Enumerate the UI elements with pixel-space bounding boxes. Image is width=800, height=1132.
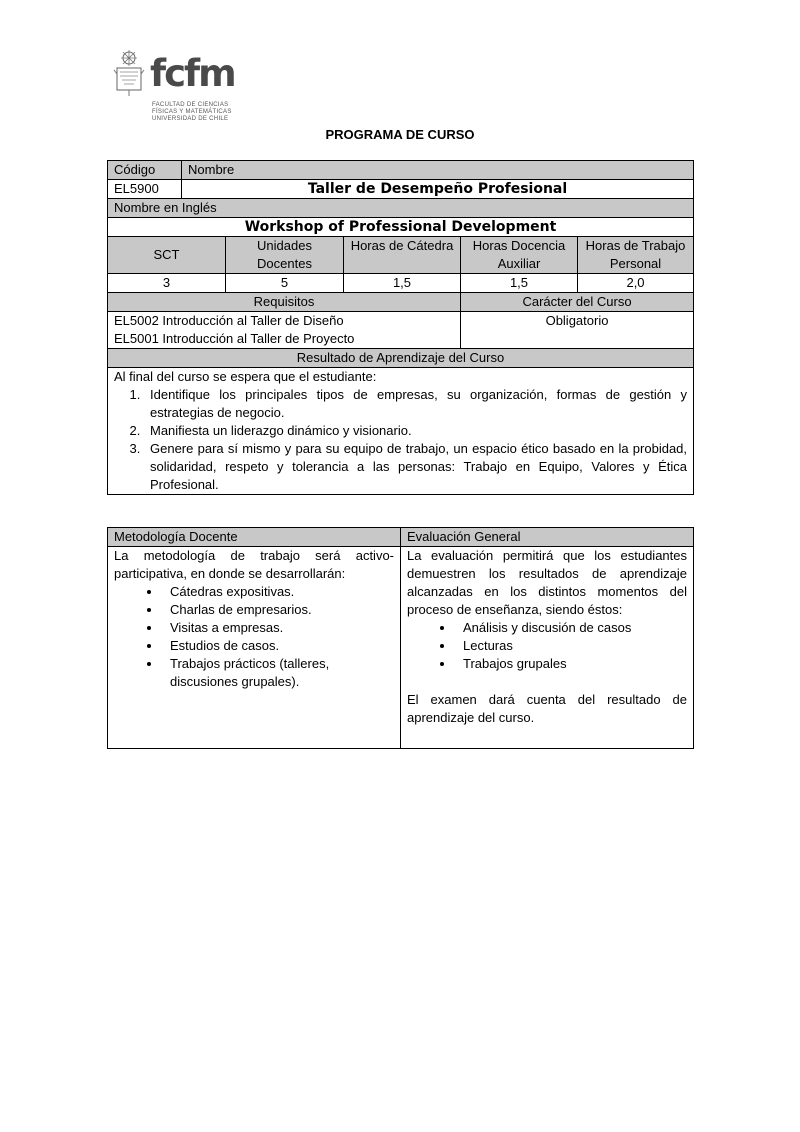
methodology-item: • Visitas a empresas. xyxy=(162,619,394,637)
methodology-label: Metodología Docente xyxy=(108,528,401,547)
auxiliary-hours-value: 1,5 xyxy=(461,274,578,293)
faculty-name: FACULTAD DE CIENCIAS FÍSICAS Y MATEMÁTICAS UNIVERSIDAD DE CHILE xyxy=(152,102,232,122)
methodology-item: • Estudios de casos. xyxy=(162,637,394,655)
requisite-item: EL5001 Introducción al Taller de Proyecto xyxy=(114,331,355,346)
evaluation-closing: El examen dará cuenta del resultado de aprendizaje del curso. xyxy=(407,692,687,725)
code-label: Código xyxy=(108,161,182,180)
course-info-table xyxy=(107,160,694,495)
methodology-item: • Cátedras expositivas. xyxy=(162,583,394,601)
fcfm-logo xyxy=(112,48,242,130)
english-name-label: Nombre en Inglés xyxy=(108,199,694,218)
methodology-evaluation-table xyxy=(107,527,694,749)
outcome-intro: Al final del curso se espera que el estudiante: xyxy=(114,369,377,384)
sct-header: SCT xyxy=(108,237,226,274)
evaluation-item: • Lecturas xyxy=(455,637,687,655)
fcfm-wordmark: fcfm xyxy=(150,52,235,95)
evaluation-content xyxy=(401,547,694,749)
lecture-hours-value: 1,5 xyxy=(344,274,461,293)
methodology-list xyxy=(162,583,394,691)
evaluation-intro: La evaluación permitirá que los estudiantes demuestren los resultados de aprendizaje alcanzadas en los distintos momentos del proceso de enseñanza, siendo éstos: xyxy=(407,548,687,617)
character-label: Carácter del Curso xyxy=(461,293,694,312)
teaching-units-header: Unidades Docentes xyxy=(226,237,344,274)
evaluation-label: Evaluación General xyxy=(401,528,694,547)
personal-hours-header: Horas de Trabajo Personal xyxy=(578,237,694,274)
evaluation-item: • Trabajos grupales xyxy=(455,655,687,673)
page-title: PROGRAMA DE CURSO xyxy=(325,127,475,142)
methodology-intro: La metodología de trabajo será activo-participativa, en donde se desarrollarán: xyxy=(114,548,394,581)
course-code: EL5900 xyxy=(108,180,182,199)
outcome-label: Resultado de Aprendizaje del Curso xyxy=(108,349,694,368)
outcome-item: 3. Genere para sí mismo y para su equipo de trabajo, un espacio ético basado en la probidad, solidaridad, respeto y tolerancia a las personas: Trabajo en Equipo, Valores y Ética Profesional. xyxy=(144,440,687,494)
requisite-item: EL5002 Introducción al Taller de Diseño xyxy=(114,313,344,328)
outcome-item: 1. Identifique los principales tipos de empresas, su organización, formas de gestión y estrategias de negocio. xyxy=(144,386,687,422)
methodology-content xyxy=(108,547,401,749)
requisites-label: Requisitos xyxy=(108,293,461,312)
methodology-item: • Trabajos prácticos (talleres, discusiones grupales). xyxy=(162,655,394,691)
outcome-content xyxy=(108,368,694,495)
evaluation-item: • Análisis y discusión de casos xyxy=(455,619,687,637)
course-character: Obligatorio xyxy=(461,312,694,349)
lecture-hours-header: Horas de Cátedra xyxy=(344,237,461,274)
course-name: Taller de Desempeño Profesional xyxy=(182,180,694,199)
evaluation-list xyxy=(455,619,687,673)
name-label: Nombre xyxy=(182,161,694,180)
sct-value: 3 xyxy=(108,274,226,293)
outcome-item: 2. Manifiesta un liderazgo dinámico y visionario. xyxy=(144,422,687,440)
outcome-list xyxy=(144,386,687,494)
personal-hours-value: 2,0 xyxy=(578,274,694,293)
methodology-item: • Charlas de empresarios. xyxy=(162,601,394,619)
teaching-units-value: 5 xyxy=(226,274,344,293)
auxiliary-hours-header: Horas Docencia Auxiliar xyxy=(461,237,578,274)
university-seal-icon xyxy=(112,48,146,98)
requisites-list xyxy=(108,312,461,349)
english-course-name: Workshop of Professional Development xyxy=(108,218,694,237)
